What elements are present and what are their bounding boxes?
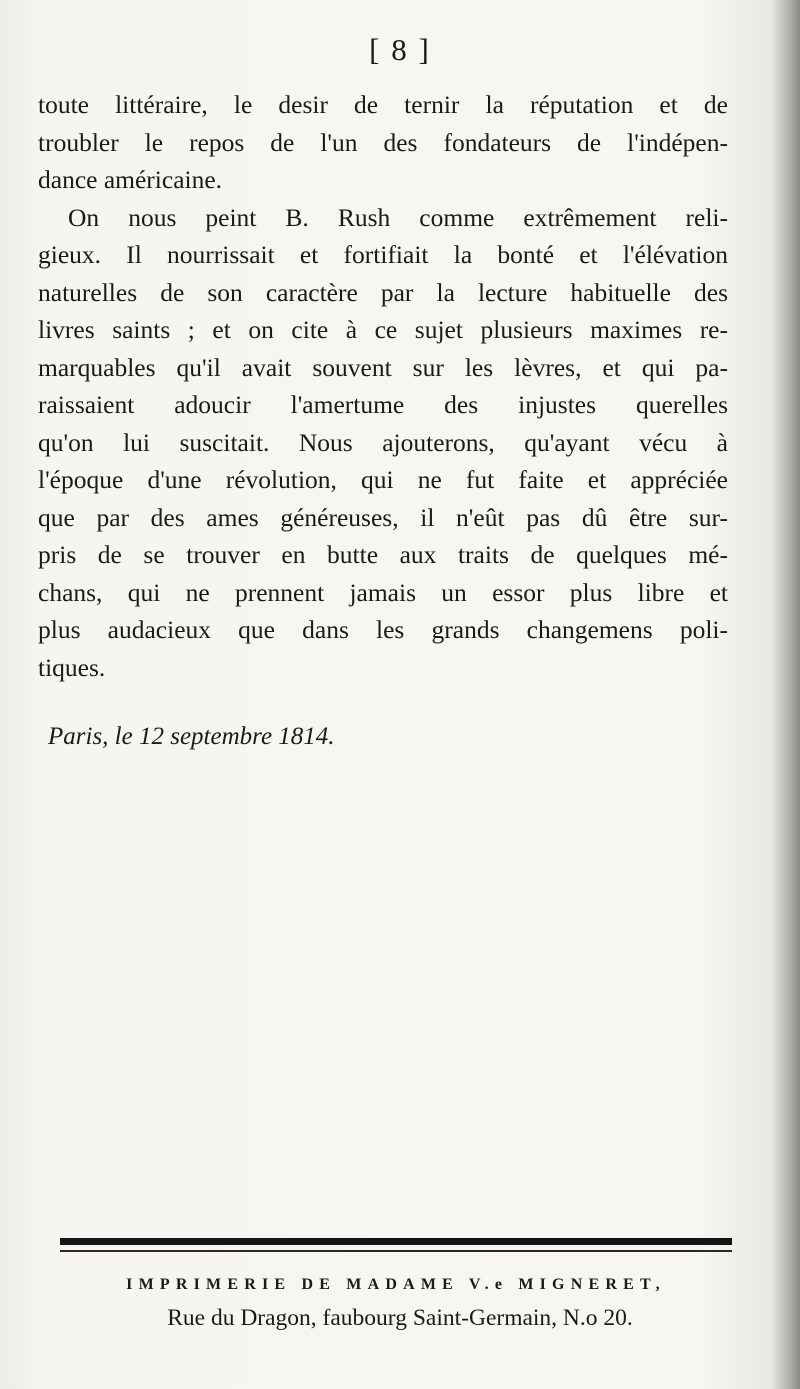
- body-text: [38, 86, 728, 686]
- divider-thin: [60, 1250, 732, 1252]
- text-line: plus audacieux que dans les grands changemens poli-: [38, 615, 728, 644]
- text-line: naturelles de son caractère par la lecture habituelle des: [38, 277, 728, 307]
- text-line: gieux. Il nourrissait et fortifiait la bonté et l'élévation: [38, 240, 728, 269]
- text-line: marquables qu'il avait souvent sur les lèvres, et qui pa-: [38, 352, 728, 382]
- text-line: l'époque d'une révolution, qui ne fut faite et appréciée: [38, 465, 728, 494]
- text-line: qu'on lui suscitait. Nous ajouterons, qu'ayant vécu à: [38, 427, 728, 457]
- text-line: que par des ames généreuses, il n'eût pas dû être sur-: [38, 502, 728, 532]
- dateline: Paris, le 12 septembre 1814.: [48, 723, 335, 750]
- page-number: [ 8 ]: [369, 32, 431, 67]
- page-edge-shadow: [772, 0, 800, 1389]
- text-line: chans, qui ne prennent jamais un essor plus libre et: [38, 577, 728, 607]
- text-line: troubler le repos de l'un des fondateurs de l'indépen-: [38, 127, 728, 157]
- printer-address: Rue du Dragon, faubourg Saint-Germain, N.o 20.: [167, 1305, 633, 1331]
- text-line: livres saints ; et on cite à ce sujet plusieurs maximes re-: [38, 315, 728, 344]
- text-line: pris de se trouver en butte aux traits de quelques mé-: [38, 540, 728, 569]
- text-line: On nous peint B. Rush comme extrêmement reli-: [68, 202, 728, 232]
- text-line: dance américaine.: [38, 165, 223, 194]
- divider-thick: [60, 1238, 732, 1245]
- text-line: toute littéraire, le desir de ternir la réputation et de: [38, 90, 728, 119]
- text-line: raissaient adoucir l'amertume des injustes querelles: [38, 390, 728, 419]
- printer-imprint: IMPRIMERIE DE MADAME V.e MIGNERET,: [126, 1276, 666, 1293]
- text-line: tiques.: [38, 652, 106, 682]
